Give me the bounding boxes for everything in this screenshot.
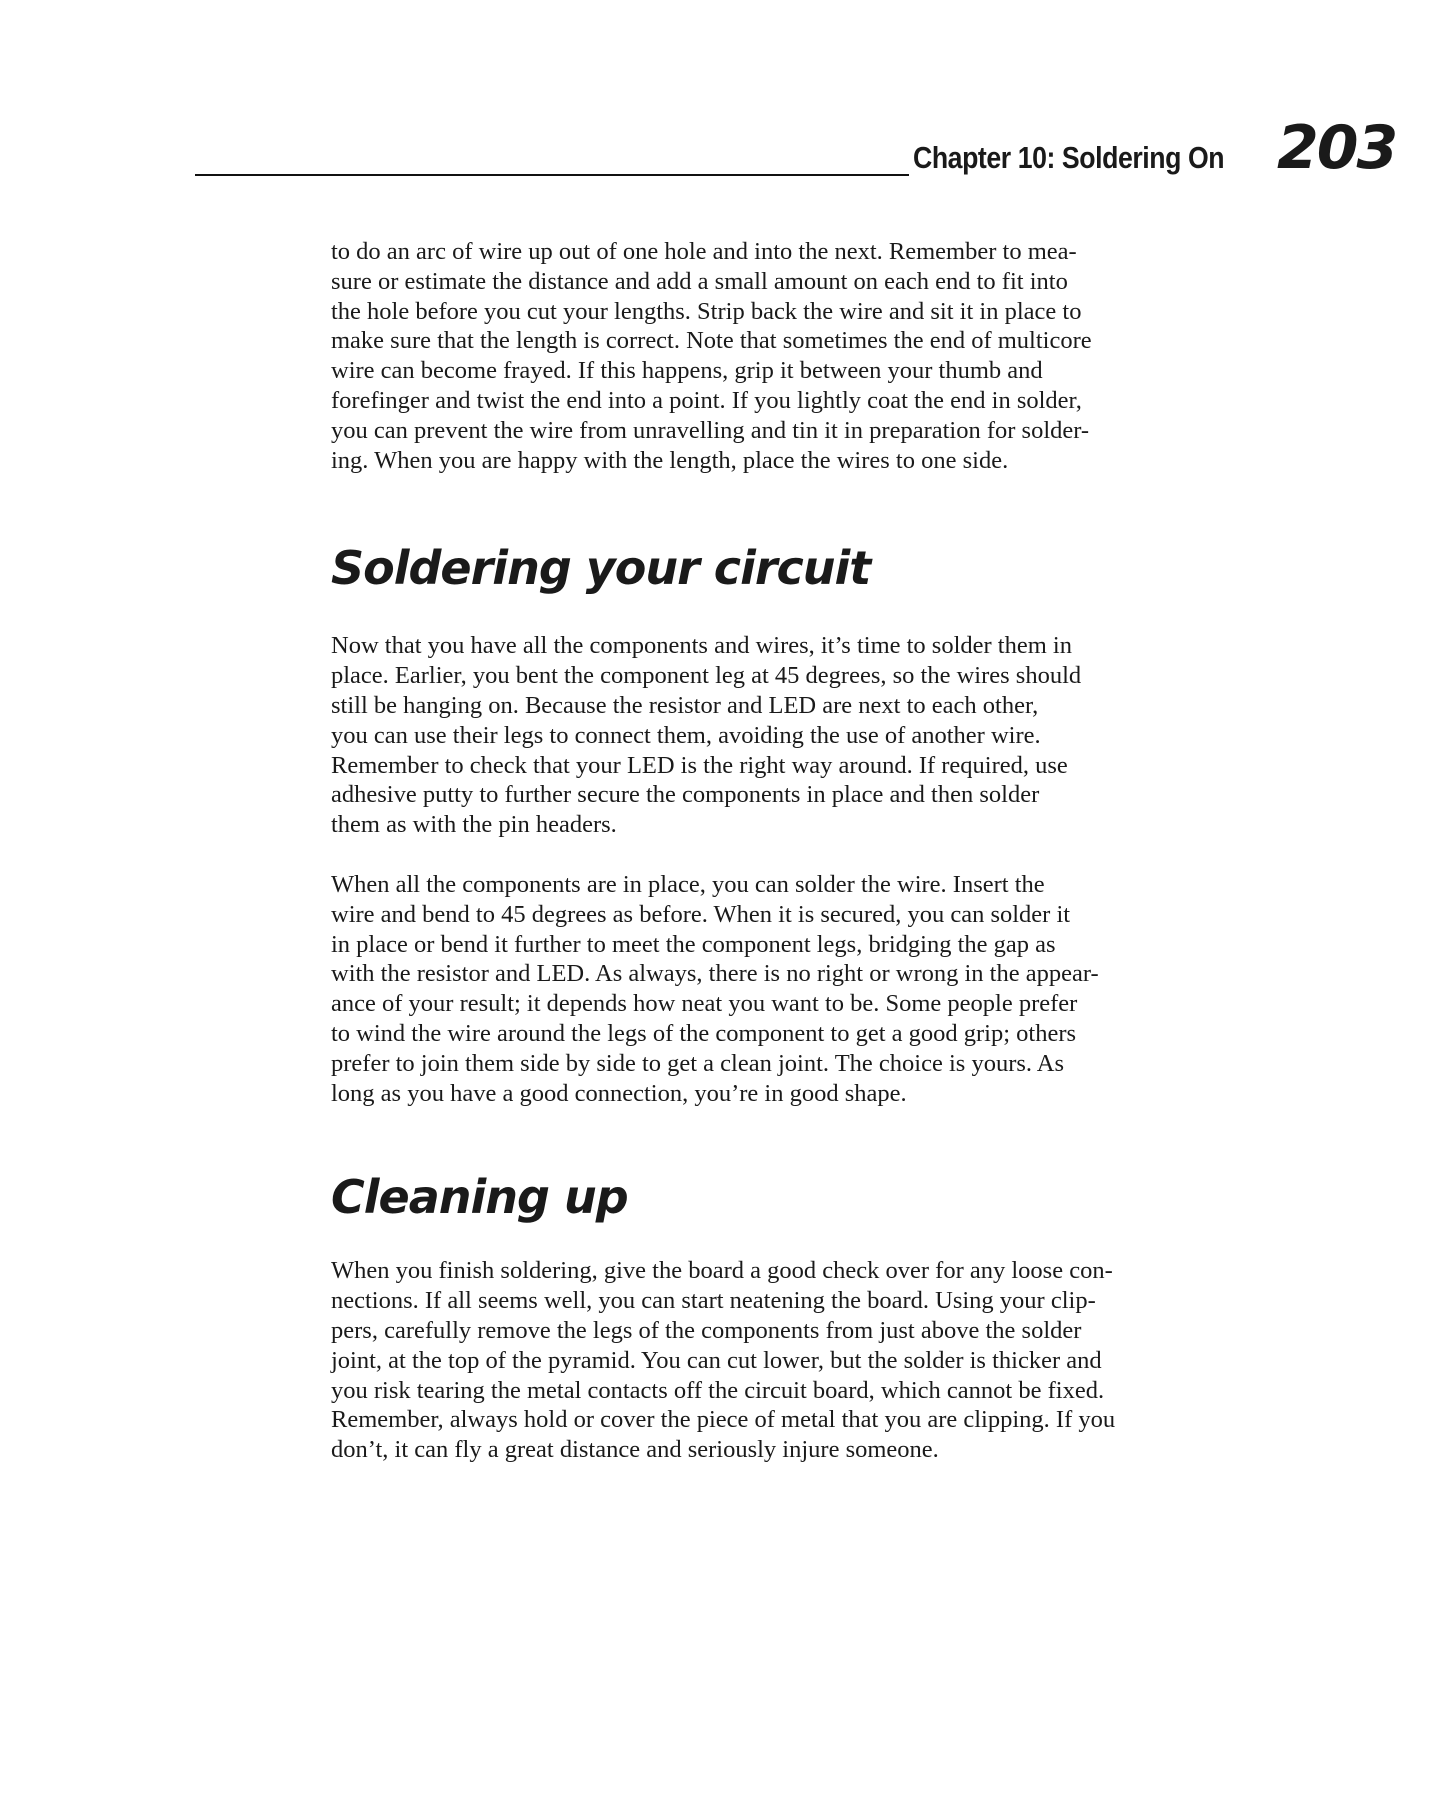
page-number: 203 [1277,113,1397,183]
intro-paragraph: to do an arc of wire up out of one hole and into the next. Remember to mea- sure or estimate the distance and add a small amount on each end to fit into the hole before you cut your lengths. Strip back the wire and sit it in place to make sure that the length is correct. Note that sometimes the end of multicore wire can become frayed. If this happens, grip it between your thumb and forefinger and twist the end into a point. If you lightly coat the end in solder, you can prevent the wire from unravelling and tin it in preparation for solder- ing. When you are happy with the length, place the wires to one side. [331,238,1092,474]
chapter-title: Chapter 10: Soldering On [913,140,1225,175]
section-heading-soldering-your-circuit: Soldering your circuit [331,541,871,596]
section-heading-cleaning-up: Cleaning up [331,1170,628,1225]
body-paragraph: Now that you have all the components and wires, it’s time to solder them in place. Earlier, you bent the component leg at 45 degrees, so the wires should still be hanging on. Because the resistor and LED are next to each other, you can use their legs to connect them, avoiding the use of another wire. Remember to check that your LED is the right way around. If required, use adhesive putty to further secure the components in place and then solder them as with the pin headers. [331,632,1082,839]
body-paragraph: When you finish soldering, give the board a good check over for any loose con- nections. If all seems well, you can start neatening the board. Using your clip- pers, carefully remove the legs of the components from just above the solder joint, at the top of the pyramid. You can cut lower, but the solder is thicker and you risk tearing the metal contacts off the circuit board, which cannot be fixed. Remember, always hold or cover the piece of metal that you are clipping. If you don’t, it can fly a great distance and seriously injure someone. [331,1257,1116,1464]
running-header [195,113,1397,188]
header-rule [195,174,909,176]
body-paragraph: When all the components are in place, you can solder the wire. Insert the wire and bend to 45 degrees as before. When it is secured, you can solder it in place or bend it further to meet the component legs, bridging the gap as with the resistor and LED. As always, there is no right or wrong in the appear- ance of your result; it depends how neat you want to be. Some people prefer to wind the wire around the legs of the component to get a good grip; others prefer to join them side by side to get a clean joint. The choice is yours. As long as you have a good connection, you’re in good shape. [331,870,1099,1107]
page-body [331,237,1241,1465]
